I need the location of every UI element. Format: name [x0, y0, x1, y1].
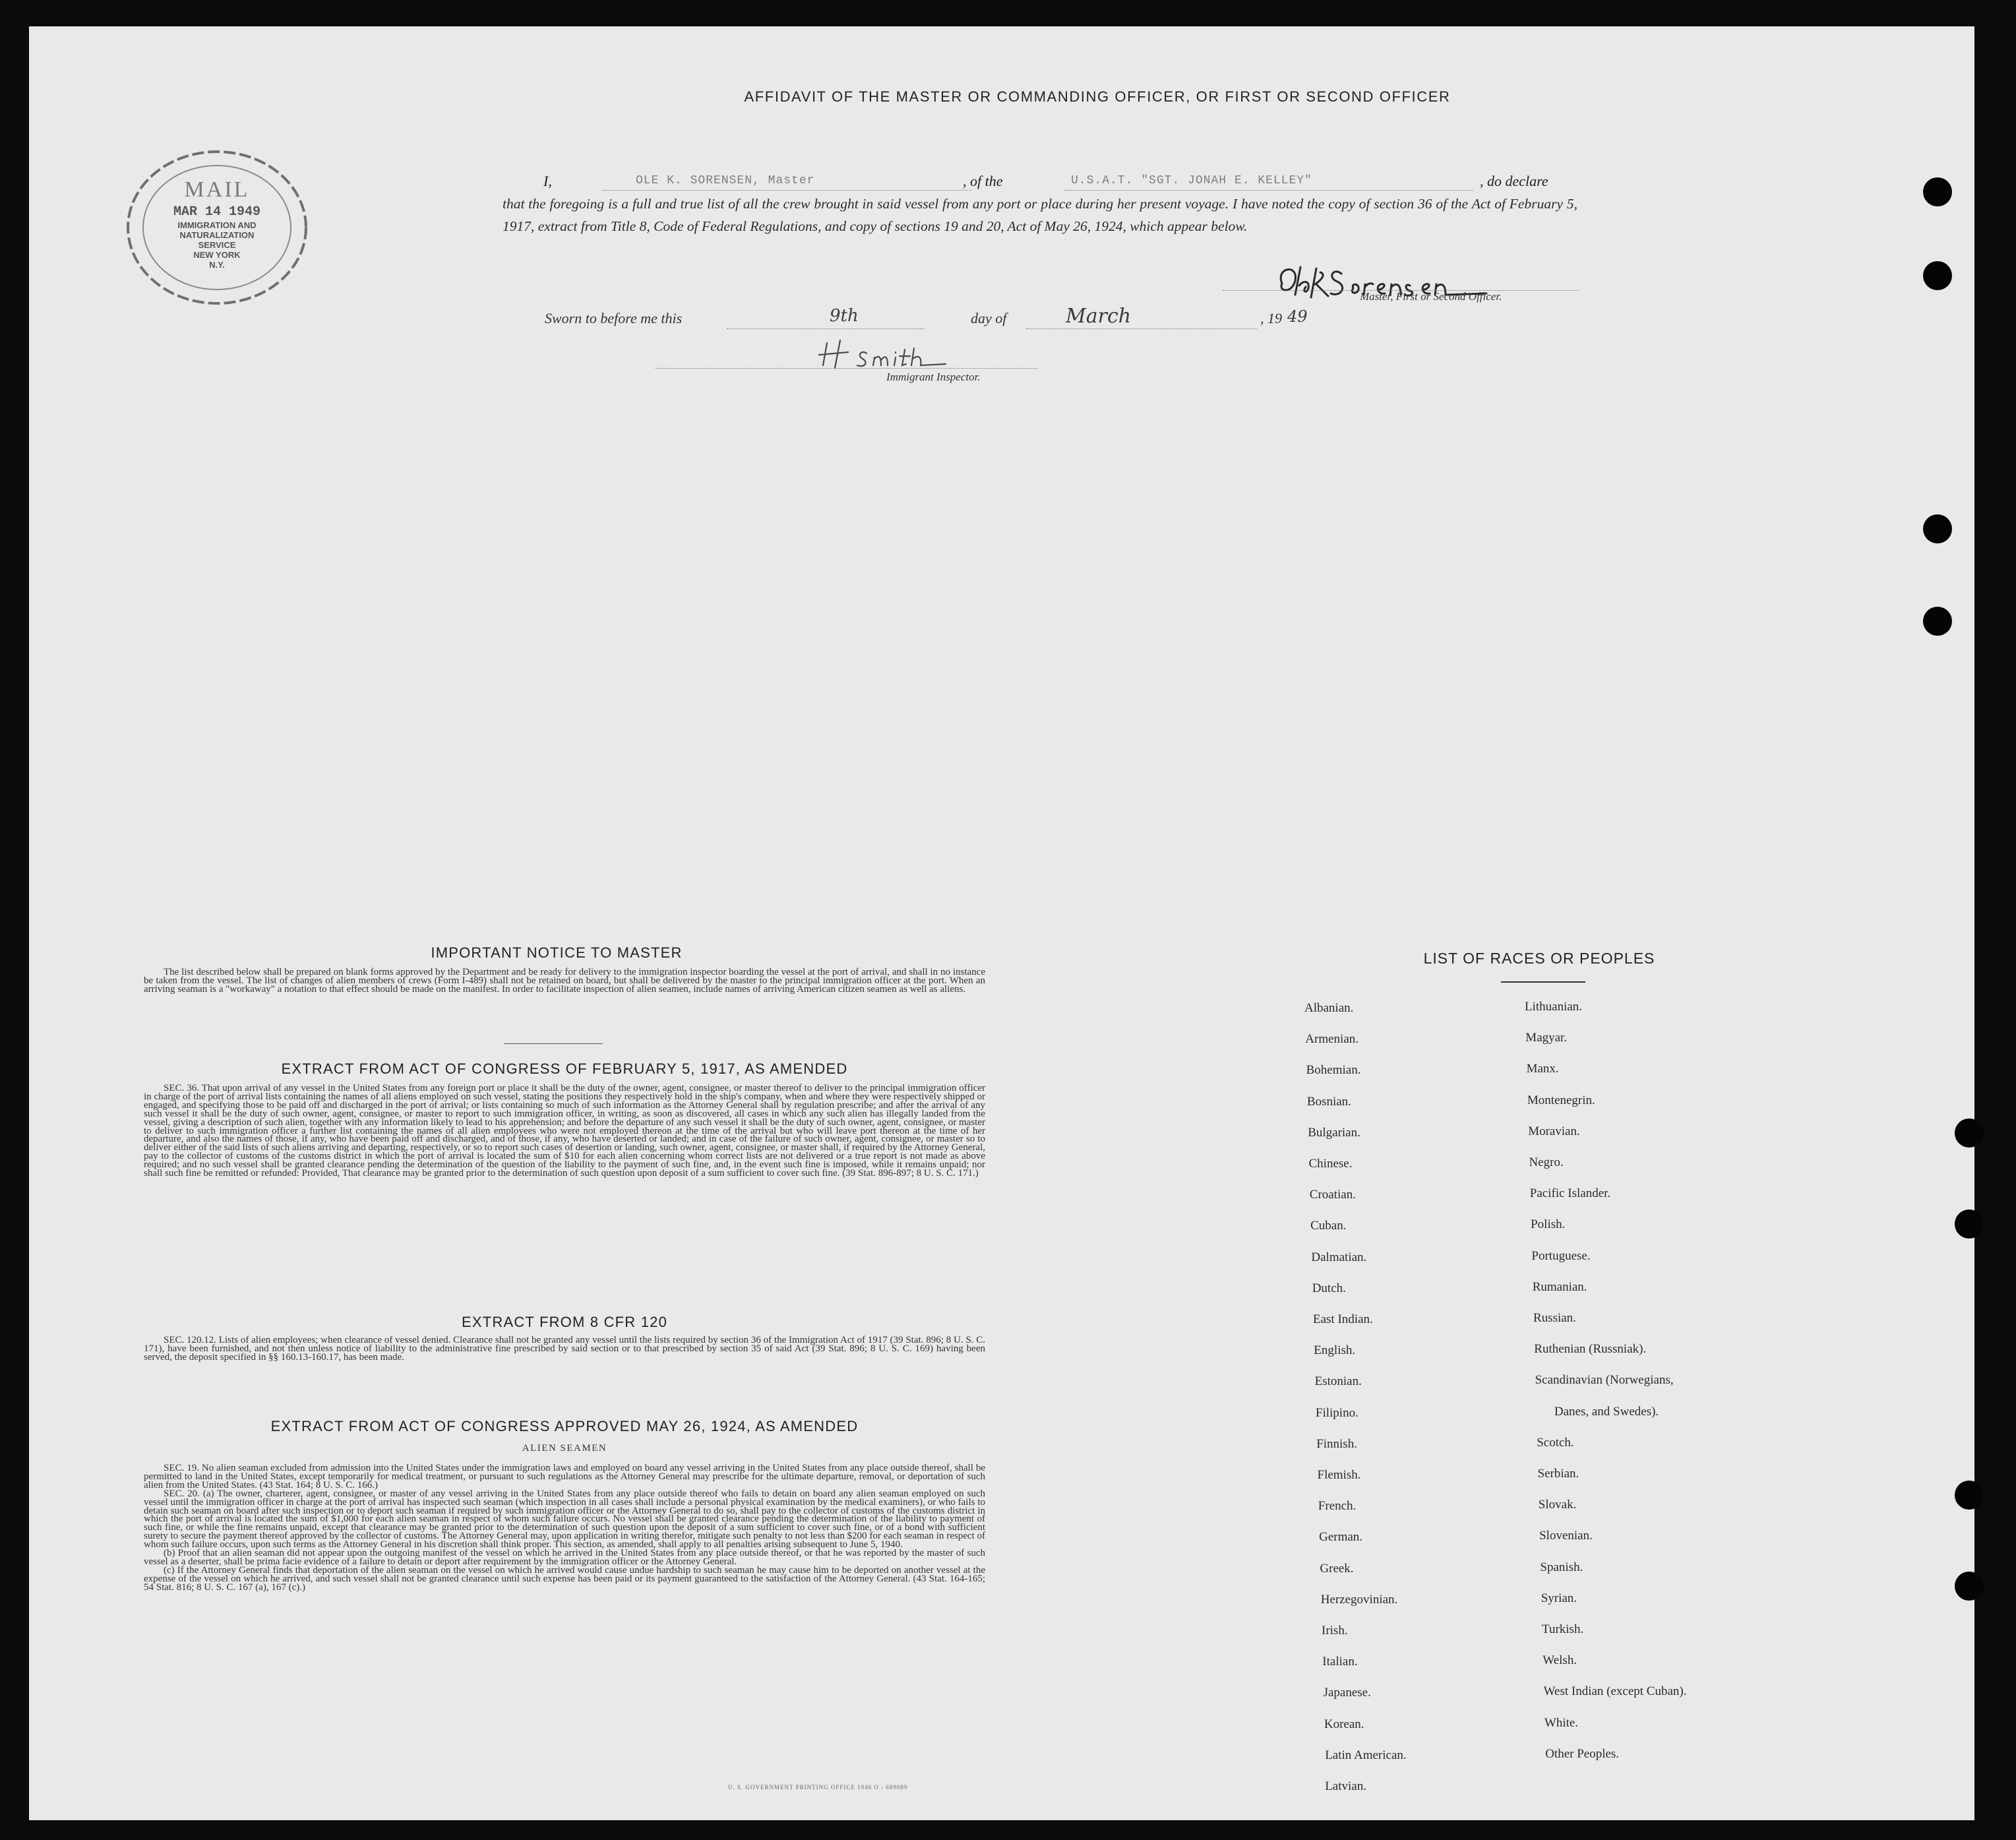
- race-item: Manx.: [1526, 1062, 1559, 1076]
- stamp-date: MAR 14 1949: [173, 204, 261, 220]
- declaration-line: [543, 173, 1572, 195]
- punch-hole: [1923, 177, 1952, 206]
- sec-20b-paragraph: (b) Proof that an alien seaman did not appear upon the outgoing manifest of the vessel on which he arrived in the United States from any place outside thereof, or that he was reported by the master of such vessel as a deserter, shall be prima facie evidence of a failure to detain or deport after requirement by the immigration officer or the Attorney General.: [144, 1548, 985, 1567]
- day-underline: [727, 328, 925, 329]
- race-item: Portuguese.: [1531, 1248, 1591, 1263]
- race-item: Negro.: [1529, 1155, 1564, 1169]
- race-item: Bosnian.: [1306, 1094, 1351, 1109]
- race-item: Albanian.: [1304, 1001, 1354, 1015]
- do-declare: , do declare: [1480, 173, 1548, 189]
- sworn-line: [545, 305, 1402, 336]
- race-item: Finnish.: [1316, 1436, 1357, 1451]
- race-item: Magyar.: [1525, 1031, 1568, 1045]
- notice-title: IMPORTANT NOTICE TO MASTER: [431, 944, 683, 961]
- pronoun-i: I,: [543, 173, 552, 189]
- race-item: Danes, and Swedes).: [1554, 1404, 1659, 1419]
- race-item: Serbian.: [1537, 1467, 1579, 1481]
- year-prefix: , 19: [1260, 310, 1282, 326]
- inspector-signature-line: [656, 368, 1038, 369]
- day-of: day of: [971, 310, 1007, 326]
- punch-hole: [1923, 514, 1952, 543]
- printing-office-imprint: U. S. GOVERNMENT PRINTING OFFICE 1946 O - 689089: [728, 1784, 908, 1791]
- inspector-caption: Immigrant Inspector.: [886, 371, 981, 383]
- race-item: French.: [1318, 1499, 1357, 1514]
- race-item: Other Peoples.: [1545, 1746, 1620, 1761]
- race-item: Bulgarian.: [1308, 1125, 1360, 1140]
- notice-text: [144, 968, 985, 994]
- immigration-stamp: [121, 145, 313, 310]
- declaration-text: that the foregoing is a full and true list of all the crew brought in said vessel from any port or place during her present voyage. I have noted the copy of section 36 of the Act of February 5, 1917, extract from Title 8, Code of Federal Regulations, and copy of sections 19 and 20, Act of May 26, 1924, which appear below.: [503, 196, 1577, 234]
- race-item: Croatian.: [1309, 1188, 1356, 1202]
- punch-hole: [1955, 1119, 1984, 1148]
- alien-seamen-subtitle: ALIEN SEAMEN: [522, 1443, 607, 1454]
- race-item: Latvian.: [1325, 1779, 1366, 1793]
- punch-hole: [1955, 1572, 1984, 1601]
- race-item: Armenian.: [1305, 1032, 1359, 1047]
- form-page: [29, 26, 1974, 1820]
- extract-1924-title: EXTRACT FROM ACT OF CONGRESS APPROVED MAY 26, 1924, AS AMENDED: [270, 1418, 859, 1434]
- race-item: Dalmatian.: [1311, 1250, 1367, 1264]
- name-underline: [603, 190, 972, 191]
- affidavit-title: AFFIDAVIT OF THE MASTER OR COMMANDING OFFICER, OR FIRST OR SECOND OFFICER: [744, 88, 1451, 105]
- race-item: Flemish.: [1317, 1468, 1361, 1482]
- race-item: Montenegrin.: [1527, 1093, 1595, 1107]
- race-item: Scandinavian (Norwegians,: [1535, 1373, 1674, 1388]
- divider-rule: [504, 1043, 603, 1044]
- extract-cfr-title: EXTRACT FROM 8 CFR 120: [461, 1314, 668, 1330]
- sec-120-paragraph: SEC. 120.12. Lists of alien employees; when clearance of vessel denied. Clearance shall not be granted any vessel until the lists required by section 36 of the Immigration Act of 1917 (39 Stat. 896; 8 U. S. C. 171), have been furnished, and not then unless notice of liability to the administrative fine prescribed by said section or to that prescribed by section 35 of said Act (39 Stat. 896; 8 U. S. C. 169) having been served, the deposit specified in §§ 160.13-160.17, has been made.: [144, 1335, 985, 1363]
- race-item: Lithuanian.: [1525, 1000, 1583, 1014]
- declaration-body: [503, 193, 1577, 237]
- vessel-underline: [1064, 190, 1473, 191]
- race-item: Irish.: [1322, 1624, 1348, 1638]
- race-item: Moravian.: [1528, 1124, 1580, 1138]
- stamp-mail: MAIL: [184, 177, 250, 202]
- race-item: Herzegovinian.: [1320, 1592, 1398, 1607]
- extract-cfr-text: [144, 1336, 985, 1362]
- race-item: White.: [1544, 1715, 1579, 1730]
- race-item: Slovenian.: [1539, 1529, 1593, 1543]
- extract-1917-title: EXTRACT FROM ACT OF CONGRESS OF FEBRUARY 5, 1917, AS AMENDED: [281, 1060, 848, 1077]
- sworn-day: 9th: [830, 306, 859, 326]
- race-item: Filipino.: [1315, 1405, 1359, 1420]
- punch-hole: [1923, 261, 1952, 290]
- race-item: Slovak.: [1538, 1498, 1577, 1512]
- stamp-line2: NATURALIZATION: [179, 230, 255, 240]
- race-item: English.: [1314, 1343, 1356, 1358]
- race-item: Italian.: [1322, 1655, 1358, 1669]
- race-item: West Indian (except Cuban).: [1543, 1684, 1687, 1699]
- extract-1917-text: [144, 1084, 985, 1178]
- stamp-line1: IMMIGRATION AND: [177, 220, 257, 230]
- race-item: Rumanian.: [1532, 1279, 1587, 1294]
- sworn-prefix: Sworn to before me this: [545, 310, 683, 326]
- punch-hole: [1923, 607, 1952, 636]
- sworn-year: 49: [1287, 307, 1308, 326]
- race-item: Scotch.: [1537, 1435, 1574, 1450]
- month-underline: [1026, 328, 1257, 329]
- race-item: Korean.: [1324, 1717, 1364, 1731]
- sec-36-paragraph: SEC. 36. That upon arrival of any vessel in the United States from any foreign port or place it shall be the duty of the owner, agent, consignee, or master thereof to deliver to the principal immigration officer in charge of the port of arrival lists containing the names of all aliens employed on such vessel, stating the positions they respectively hold in the ship's company, when and where they were respectively shipped or engaged, and specifying those to be paid off and discharged in the port of arrival; or lists containing so much of such information as the Attorney General shall by regulation prescribe; and after the arrival of any such vessel it shall be the duty of such owner, agent, consignee, or master to report to such immigration officer, in writing, as soon as discovered, all cases in which any such alien has illegally landed from the vessel, giving a description of such alien, together with any information likely to lead to his apprehension; and before the departure of any such vessel it shall be the duty of such owner, agent, consignee, or master to deliver to such immigration officer a further list containing the names of all alien employees who were not employed thereon at the time of the arrival but who will leave port thereon at the time of her departure, and also the names of those, if any, who have been paid off and discharged, and of those, if any, who have deserted or landed; and in case of the failure of such owner, agent, consignee, or master so to deliver either of the said lists of such aliens arriving and departing, respectively, or so to report such cases of desertion or landing, such owner, agent, consignee, or master shall, if required by the Attorney General, pay to the collector of customs of the customs district in which the port of arrival is located the sum of $10 for each alien concerning whom correct lists are not delivered or a true report is not made as above required; and no such vessel shall be granted clearance pending the determination of the question of the liability to the payment of such fine, and, in the event such fine is imposed, while it remains unpaid; nor shall such fine be remitted or refunded: Provided, That clearance may be granted prior to the determination of such question upon deposit of a sum sufficient to cover such fine. (39 Stat. 896-897; 8 U. S. C. 171.): [144, 1083, 985, 1179]
- master-caption: Master, First or Second Officer.: [1360, 290, 1502, 303]
- race-item: Russian.: [1533, 1311, 1576, 1325]
- races-title-rule: [1501, 981, 1585, 983]
- race-item: Estonian.: [1314, 1374, 1362, 1389]
- race-item: Japanese.: [1323, 1686, 1371, 1700]
- race-item: Latin American.: [1325, 1748, 1407, 1762]
- notice-paragraph: The list described below shall be prepared on blank forms approved by the Department and be ready for delivery to the immigration inspector boarding the vessel at the port of arrival, and shall in no instance be taken from the vessel. The list of changes of alien members of crews (Form I-489) shall not be retained on board, but shall be delivered by the master to the principal immigration officer at the port. When an arriving seaman is a "workaway" a notation to that effect should be made on the manifest. In order to facilitate inspection of alien seamen, include names of arriving American citizen seamen as well as aliens.: [144, 967, 985, 995]
- sec-19-paragraph: SEC. 19. No alien seaman excluded from admission into the United States under the immigration laws and employed on board any vessel arriving in the United States from any place outside thereof, shall be permitted to land in the United States, except temporarily for medical treatment, or pursuant to such regulations as the Attorney General may prescribe for the ultimate departure, removal, or deportation of such alien from the United States. (43 Stat. 164; 8 U. S. C. 166.): [144, 1463, 985, 1490]
- stamp-line3: SERVICE: [198, 240, 236, 250]
- race-item: German.: [1319, 1530, 1363, 1545]
- race-item: Welsh.: [1543, 1653, 1577, 1668]
- races-title: LIST OF RACES OR PEOPLES: [1423, 950, 1655, 967]
- sec-20c-paragraph: (c) If the Attorney General finds that deportation of the alien seaman on the vessel on which he arrived would cause undue hardship to such seaman he may cause him to be deported on another vessel at the expense of the vessel on which he arrived, and such vessel shall not be granted clearance until such expense has been paid or its payment guaranteed to the satisfaction of the Attorney General. (43 Stat. 164-165; 54 Stat. 816; 8 U. S. C. 167 (a), 167 (c).): [144, 1564, 985, 1593]
- race-item: Dutch.: [1312, 1281, 1346, 1295]
- of-the: , of the: [963, 173, 1003, 189]
- race-item: Cuban.: [1310, 1219, 1347, 1233]
- master-name: OLE K. SORENSEN, Master: [636, 174, 815, 187]
- stamp-line4: NEW YORK: [193, 250, 241, 260]
- race-item: Polish.: [1531, 1217, 1566, 1232]
- extract-1924-text: [144, 1464, 985, 1592]
- race-item: Ruthenian (Russniak).: [1534, 1342, 1647, 1357]
- inspector-signature: [814, 335, 972, 375]
- stamp-line5: N.Y.: [209, 260, 225, 270]
- race-item: Chinese.: [1308, 1157, 1353, 1171]
- race-item: Pacific Islander.: [1529, 1186, 1611, 1201]
- vessel-name: U.S.A.T. "SGT. JONAH E. KELLEY": [1071, 174, 1312, 187]
- punch-hole: [1955, 1210, 1984, 1239]
- race-item: East Indian.: [1313, 1312, 1373, 1326]
- race-item: Bohemian.: [1306, 1063, 1361, 1078]
- sworn-month: March: [1066, 305, 1132, 328]
- sec-20a-paragraph: SEC. 20. (a) The owner, charterer, agent, consignee, or master of any vessel arriving in the United States from any place outside thereof who fails to detain on board any alien seaman employed on such vessel until the immigration officer in charge at the port of arrival has inspected such seaman (which inspection in all cases shall include a personal physical examination by the medical examiners), or who fails to detain such seaman on board after such inspection or to deport such seaman if required by such immigration officer or the Attorney General to do so, shall pay to the collector of customs of the customs district in which the port of arrival is located the sum of $1,000 for each alien seaman in respect of whom such failure occurs. No vessel shall be granted clearance pending the determination of the liability to payment of such fine, or while the fine remains unpaid, except that clearance may be granted prior to the determination of such question upon the deposit of a sum sufficient to cover such fine, or of a bond with sufficient surety to secure the payment thereof approved by the collector of customs. The Attorney General may, upon application in writing therefor, mitigate such penalty to not less than $200 for each seaman in respect of whom such failure occurs, upon such terms as the Attorney General in his discretion shall think proper. This section, as amended, shall apply to all penalties arising subsequent to June 5, 1940.: [144, 1488, 985, 1550]
- race-item: Syrian.: [1541, 1591, 1577, 1605]
- punch-hole: [1955, 1481, 1984, 1510]
- race-item: Turkish.: [1542, 1622, 1584, 1636]
- race-item: Greek.: [1320, 1561, 1354, 1576]
- race-item: Spanish.: [1540, 1560, 1583, 1574]
